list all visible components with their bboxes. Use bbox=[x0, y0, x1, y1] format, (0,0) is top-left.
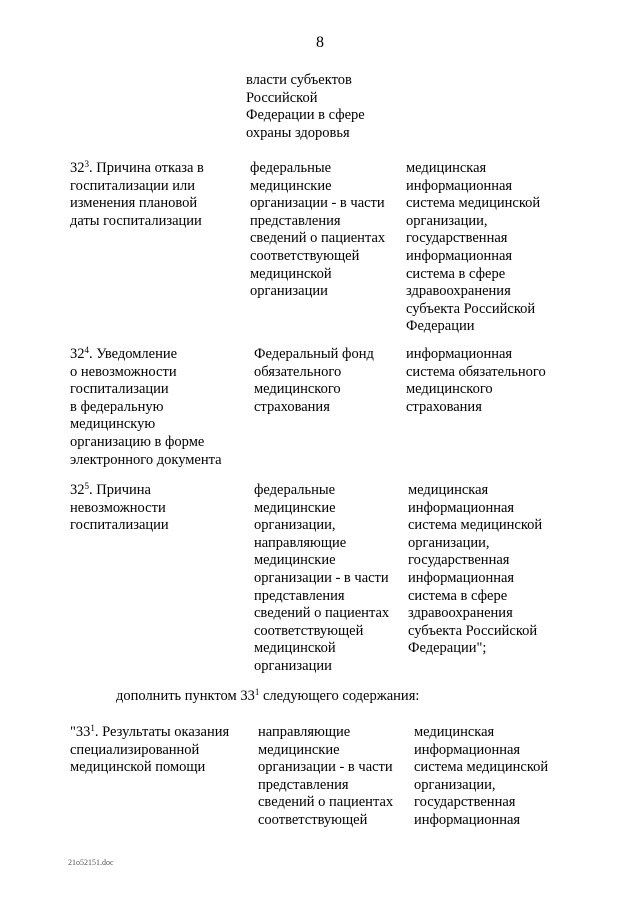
system-line: система в сфере bbox=[408, 587, 508, 604]
item-32-3-system bbox=[406, 160, 540, 336]
item-32-4-title bbox=[70, 346, 222, 469]
provider-line: медицинские bbox=[254, 499, 336, 516]
item-33-1-title bbox=[70, 724, 229, 777]
system-line: информационная bbox=[408, 569, 515, 586]
system-line: здравоохранения bbox=[408, 605, 513, 622]
system-line: информационная bbox=[408, 499, 515, 516]
item-line: госпитализации bbox=[70, 517, 169, 534]
provider-line: организации bbox=[254, 657, 332, 674]
system-line: медицинская bbox=[408, 482, 489, 498]
item-32-3-title bbox=[70, 160, 204, 230]
system-line: информационная bbox=[414, 811, 521, 828]
item-line: организацию в форме bbox=[70, 433, 205, 450]
system-line: система медицинской bbox=[414, 759, 549, 776]
system-line: медицинская bbox=[414, 724, 495, 740]
system-line: медицинского bbox=[406, 381, 493, 398]
provider-line: медицинские bbox=[254, 552, 336, 569]
provider-line: медицинского bbox=[254, 381, 341, 398]
system-line: Федерации"; bbox=[408, 640, 487, 657]
item-line: госпитализации bbox=[70, 381, 169, 398]
item-first-line: $32^4$. Уведомление bbox=[70, 345, 178, 362]
item-line: даты госпитализации bbox=[70, 212, 202, 229]
provider-line: федеральные bbox=[254, 482, 336, 498]
continuation-line: Федерации в сфере bbox=[246, 107, 365, 124]
item-line: госпитализации или bbox=[70, 177, 196, 194]
item-first-line: "$33^1$. Результаты оказания bbox=[70, 723, 230, 740]
item-32-5-system bbox=[408, 482, 542, 658]
continuation-line: власти субъектов bbox=[246, 72, 352, 88]
system-line: государственная bbox=[408, 552, 510, 569]
system-line: информационная bbox=[414, 741, 521, 758]
item-line: медицинской помощи bbox=[70, 759, 206, 776]
provider-line: соответствующей bbox=[258, 811, 368, 828]
system-line: государственная bbox=[414, 794, 516, 811]
system-line: система медицинской bbox=[408, 517, 543, 534]
item-line: о невозможности bbox=[70, 363, 177, 380]
provider-line: медицинской bbox=[250, 265, 332, 282]
system-line: организации, bbox=[406, 212, 488, 229]
provider-line: представления bbox=[258, 776, 349, 793]
provider-line: организации - в части bbox=[250, 195, 385, 212]
item-line: электронного документа bbox=[70, 451, 222, 468]
item-first-line: $32^5$. Причина bbox=[70, 481, 151, 498]
provider-line: организации bbox=[250, 283, 328, 300]
item-line: в федеральную bbox=[70, 398, 164, 415]
item-32-3-provider bbox=[250, 160, 385, 301]
system-line: здравоохранения bbox=[406, 283, 511, 300]
system-line: субъекта Российской bbox=[408, 622, 538, 639]
provider-line: представления bbox=[250, 212, 341, 229]
provider-line: Федеральный фонд bbox=[254, 346, 374, 362]
item-33-1-provider bbox=[258, 724, 393, 830]
item-line: медицинскую bbox=[70, 416, 156, 433]
item-first-line: $32^3$. Причина отказа в bbox=[70, 159, 204, 176]
provider-line: направляющие bbox=[254, 534, 347, 551]
provider-line: сведений о пациентах bbox=[250, 230, 386, 247]
system-line: государственная bbox=[406, 230, 508, 247]
provider-line: медицинской bbox=[254, 640, 336, 657]
system-line: информационная bbox=[406, 247, 513, 264]
system-line: субъекта Российской bbox=[406, 300, 536, 317]
item-line: изменения плановой bbox=[70, 195, 198, 212]
amendment-sentence: дополнить пунктом $33^1$ следующего содержания: bbox=[116, 687, 420, 704]
system-line: информационная bbox=[406, 346, 513, 362]
provider-line: соответствующей bbox=[250, 247, 360, 264]
system-line: система медицинской bbox=[406, 195, 541, 212]
provider-line: организации - в части bbox=[254, 569, 389, 586]
provider-line: сведений о пациентах bbox=[254, 605, 390, 622]
provider-line: медицинские bbox=[258, 741, 340, 758]
provider-line: представления bbox=[254, 587, 345, 604]
item-32-4-system bbox=[406, 346, 546, 416]
system-line: информационная bbox=[406, 177, 513, 194]
page-number: 8 bbox=[316, 34, 324, 51]
provider-line: организации - в части bbox=[258, 759, 393, 776]
provider-line: федеральные bbox=[250, 160, 332, 176]
item-33-1-system bbox=[414, 724, 548, 830]
item-line: специализированной bbox=[70, 741, 200, 758]
system-line: страхования bbox=[406, 398, 482, 415]
provider-line: направляющие bbox=[258, 724, 351, 740]
file-name-footer: 21o52151.doc bbox=[68, 858, 114, 867]
item-line: невозможности bbox=[70, 499, 166, 516]
system-line: медицинская bbox=[406, 160, 487, 176]
system-line: система обязательного bbox=[406, 363, 546, 380]
item-32-4-provider bbox=[254, 346, 374, 416]
provider-line: медицинские bbox=[250, 177, 332, 194]
system-line: организации, bbox=[414, 776, 496, 793]
system-line: организации, bbox=[408, 534, 490, 551]
provider-line: организации, bbox=[254, 517, 336, 534]
item-32-5-title bbox=[70, 482, 169, 535]
system-line: система в сфере bbox=[406, 265, 506, 282]
continuation-line: охраны здоровья bbox=[246, 124, 350, 141]
system-line: Федерации bbox=[406, 318, 475, 335]
continuation-line: Российской bbox=[246, 89, 318, 106]
provider-line: сведений о пациентах bbox=[258, 794, 394, 811]
provider-line: соответствующей bbox=[254, 622, 364, 639]
provider-line: страхования bbox=[254, 398, 330, 415]
item-32-5-provider bbox=[254, 482, 389, 676]
provider-line: обязательного bbox=[254, 363, 342, 380]
continuation-block bbox=[246, 72, 365, 142]
